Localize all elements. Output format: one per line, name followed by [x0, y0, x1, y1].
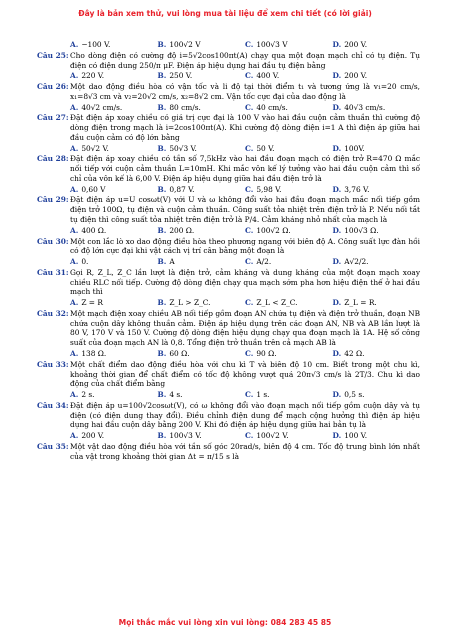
option-d: D. 42 Ω. [332, 348, 365, 358]
option-b: B. 60 Ω. [157, 348, 190, 358]
option-d: D. 200 V. [332, 71, 368, 81]
question-27 [37, 113, 420, 142]
question-number: Câu 28: [37, 154, 69, 164]
preview-banner: Đây là bản xem thử, vui lòng mua tài liệu để xem chi tiết (có lời giải) [78, 9, 372, 18]
question-30 [37, 237, 420, 257]
question-31 [37, 268, 420, 297]
question-29 [37, 195, 420, 224]
question-number: Câu 33: [37, 359, 69, 369]
question-34 [37, 401, 420, 430]
question-28 [37, 154, 420, 183]
question-33 [37, 360, 420, 389]
question-26-options [37, 103, 420, 113]
option-d: D. A√2/2. [332, 257, 369, 267]
option-c: C. 100√2 Ω. [245, 225, 291, 235]
question-number: Câu 32: [37, 308, 69, 318]
option-a: A. 2 s. [70, 390, 95, 400]
question-number: Câu 27: [37, 113, 69, 123]
option-a: A. 200 V. [70, 431, 105, 441]
option-b: B. 100√2 V [157, 40, 201, 49]
question-number: Câu 26: [37, 82, 69, 92]
question-30-options [37, 257, 420, 267]
question-text: Cho dòng điện có cường độ i=5√2cos100πt(A) chạy qua một đoạn mạch chỉ có tụ điện. Tụ điện có điện dung 250/π μF. Điện áp hiệu dụng hai đầu tụ điện bằng [70, 50, 420, 70]
option-a: A. −100 V. [70, 40, 111, 49]
question-text: Đặt điện áp u=U cosωt(V) với U và ω không đổi vào hai đầu đoạn mạch mắc nối tiếp gồm điện trở 100Ω, tụ điện và cuộn cảm thuần. Công suất tỏa nhiệt trên điện trở là P. Nếu nối tắt tụ điện thì công suất tỏa nhiệt trên điện trở là P/4. Cảm kháng nhỏ nhất của mạch là [70, 195, 420, 225]
option-a: A. 220 V. [70, 71, 105, 81]
option-c: C. 5,98 V. [245, 184, 282, 194]
question-text: Một chất điểm dao động điều hòa với chu kì T và biên độ 10 cm. Biết trong một chu kì, khoảng thời gian để chất điểm có tốc độ không vượt quá 20π√3 cm/s là 2T/3. Chu kì dao động của chất điểm bằng [70, 359, 420, 389]
question-33-options [37, 390, 420, 400]
option-b: B. A [157, 257, 175, 267]
option-a: A. 0. [70, 257, 89, 267]
question-35 [37, 442, 420, 462]
option-a: A. 50√2 V. [70, 143, 109, 153]
option-d: D. 3,76 V. [332, 184, 370, 194]
question-number: Câu 30: [37, 236, 69, 246]
option-a: A. Z = R [70, 298, 103, 308]
option-b: B. 50√3 V. [157, 143, 197, 153]
question-32-options [37, 349, 420, 359]
option-c: C. 50 V. [245, 143, 275, 153]
option-b: B. 250 V. [157, 71, 193, 81]
question-text: Gọi R, Z_L, Z_C lần lượt là điện trở, cảm kháng và dung kháng của một đoạn mạch xoay chiều RLC nối tiếp. Cường độ dòng điện chạy qua mạch sớm pha hơn hiệu điện thế ở hai đầu mạch thì [70, 267, 420, 297]
previous-question-options [37, 40, 420, 50]
option-a: A. 138 Ω. [70, 348, 107, 358]
question-28-options [37, 185, 420, 195]
option-b: B. 4 s. [157, 390, 183, 400]
option-c: C. A/2. [245, 257, 272, 267]
option-c: C. 100√3 V [245, 40, 288, 49]
option-d: D. 200 V. [332, 40, 368, 49]
question-text: Một dao động điều hòa có vận tốc và li độ tại thời điểm t₁ và tương ứng là v₁=20 cm/s, x₁=8√3 cm và v₂=20√2 cm/s, x₂=8√2 cm. Vận tốc cực đại của dao động là [70, 82, 420, 101]
option-b: B. Z_L > Z_C. [157, 298, 211, 308]
option-a: A. 40√2 cm/s. [70, 102, 123, 112]
question-text: Đặt điện áp xoay chiều có tần số 7,5kHz vào hai đầu đoạn mạch có điện trở R=470 Ω mắc nối tiếp với cuộn cảm thuần L=10mH. Khi mắc vôn kế lý tưởng vào hai đầu cuộn cảm thì số chỉ của vôn kế là 6,00 V. Điện áp hiệu dụng giữa hai đầu điện trở là [70, 154, 420, 183]
option-c: C. 100√2 V. [245, 431, 289, 441]
question-26 [37, 82, 420, 102]
contact-banner: Mọi thắc mắc vui lòng xin vui lòng: 084 283 45 85 [118, 618, 332, 627]
option-d: D. Z_L = R. [332, 298, 377, 308]
question-25-options [37, 71, 420, 81]
question-number: Câu 34: [37, 400, 69, 410]
option-b: B. 0,87 V. [157, 184, 195, 194]
question-25 [37, 51, 420, 71]
question-number: Câu 29: [37, 195, 69, 205]
question-31-options [37, 298, 420, 308]
option-c: C. 1 s. [245, 390, 270, 400]
question-number: Câu 25: [37, 50, 69, 60]
question-text: Một mạch điện xoay chiều AB nối tiếp gồm đoạn AN chứa tụ điện và điện trở thuần, đoạn NB chứa cuộn dây không thuần cảm. Điện áp hiệu dụng trên các đoạn AN, NB và AB lần lượt là 80 V, 170 V và 150 V. Cường độ dòng điện hiệu dụng chạy qua đoạn mạch là 1A. Hệ số công suất của đoạn mạch AN là 0,8. Tổng điện trở thuần trên cả mạch AB là [70, 308, 420, 348]
option-b: B. 80 cm/s. [157, 102, 201, 112]
question-number: Câu 31: [37, 267, 69, 277]
question-text: Một con lắc lò xo dao động điều hòa theo phương ngang với biên độ A. Công suất lực đàn hồi có độ lớn cực đại khi vật cách vị trí cân bằng một đoạn là [70, 236, 420, 256]
question-text: Đặt điện áp xoay chiều có giá trị cực đại là 100 V vào hai đầu cuộn cảm thuần thì cường độ dòng điện trong mạch là i=2cos100πt(A). Khi cường độ dòng điện i=1 A thì điện áp giữa hai đầu cuộn cảm có độ lớn bằng [70, 113, 420, 142]
option-a: A. 0,60 V [70, 184, 106, 194]
question-text: Đặt điện áp u=100√2cosωt(V), có ω không đổi vào đoạn mạch nối tiếp gồm cuộn dây và tụ điện (có điện dung thay đổi). Điều chỉnh điện dung để mạch cộng hưởng thì điện áp hiệu dụng hai đầu cuộn dây bằng 200 V. Khi đó điện áp hiệu dụng giữa hai bản tụ là [70, 400, 420, 430]
option-d: D. 100V. [332, 143, 365, 153]
question-34-options [37, 431, 420, 441]
option-d: D. 100 V. [332, 431, 368, 441]
option-d: D. 0,5 s. [332, 390, 365, 400]
option-c: C. 40 cm/s. [245, 102, 288, 112]
question-text: Một vật dao động điều hòa với tần số góc 20rad/s, biên độ 4 cm. Tốc độ trung bình lớn nhất của vật trong khoảng thời gian Δt = π/15 s là [70, 441, 420, 461]
question-29-options [37, 226, 420, 236]
option-d: D. 40√3 cm/s. [332, 102, 386, 112]
option-d: D. 100√3 Ω. [332, 225, 379, 235]
option-b: B. 100√3 V. [157, 431, 202, 441]
option-c: C. Z_L < Z_C. [245, 298, 298, 308]
question-32 [37, 309, 420, 348]
option-b: B. 200 Ω. [157, 225, 195, 235]
question-list [37, 40, 420, 462]
option-a: A. 400 Ω. [70, 225, 107, 235]
question-number: Câu 35: [37, 441, 69, 451]
option-c: C. 400 V. [245, 71, 280, 81]
option-c: C. 90 Ω. [245, 348, 277, 358]
question-27-options [37, 144, 420, 154]
